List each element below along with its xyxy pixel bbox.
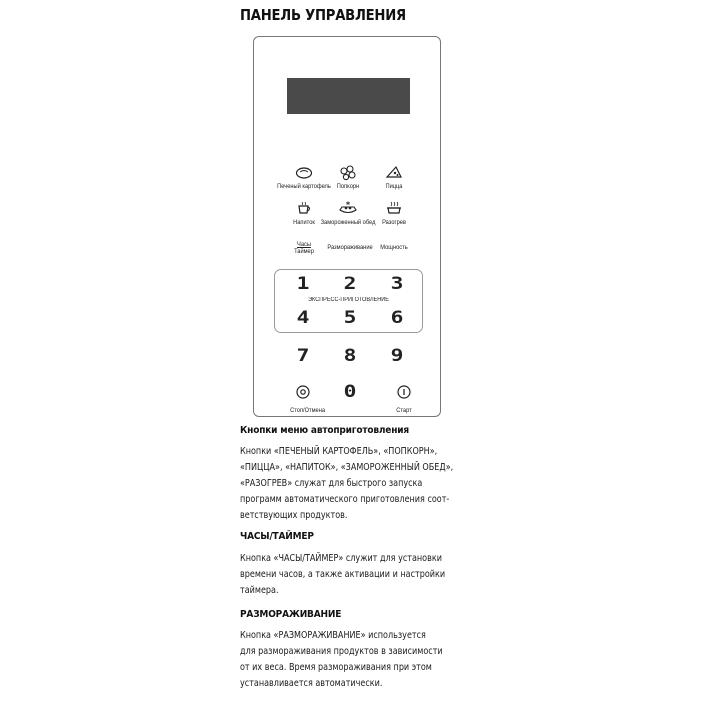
text-line: ветствующих продуктов.: [240, 510, 348, 521]
text-line: Кнопка «ЧАСЫ/ТАЙМЕР» служит для установки: [240, 553, 442, 564]
auto-menu-heading: Кнопки меню автоприготовления: [240, 425, 409, 436]
digit-6-button[interactable]: 6: [390, 308, 404, 328]
start-label: Старт: [396, 407, 412, 414]
lcd-display: [287, 78, 410, 114]
digit-5-button[interactable]: 5: [343, 308, 357, 328]
reheat-icon: [364, 201, 424, 217]
pizza-button[interactable]: [364, 165, 424, 190]
express-cooking-label: ЭКСПРЕСС-ПРИГОТОВЛЕНИЕ: [308, 297, 389, 303]
digit-9-button[interactable]: 9: [390, 346, 404, 366]
text-line: «РАЗОГРЕВ» служат для быстрого запуска: [240, 478, 423, 489]
pizza-label: Пицца: [385, 183, 403, 190]
page-title: ПАНЕЛЬ УПРАВЛЕНИЯ: [240, 6, 406, 24]
digit-0-button[interactable]: 0: [343, 382, 357, 402]
digit-3-button[interactable]: 3: [390, 274, 404, 294]
clock-label: Часы: [297, 241, 311, 248]
auto-menu-text: [240, 444, 462, 524]
clock-timer-text: [240, 551, 462, 599]
power-button[interactable]: [364, 244, 424, 251]
stop-cancel-label: Стоп/Отмена: [290, 407, 326, 414]
text-line: устанавливается автоматически.: [240, 678, 383, 689]
text-line: времени часов, а также активации и настройки: [240, 569, 446, 580]
baked-potato-label: Печеный картофель: [277, 183, 331, 190]
pizza-icon: [364, 165, 424, 181]
digit-2-button[interactable]: 2: [343, 274, 357, 294]
express-cooking-group: [274, 269, 423, 333]
start-icon: [397, 386, 411, 403]
digit-8-button[interactable]: 8: [343, 346, 357, 366]
frozen-meal-label: Замороженный обед: [320, 219, 376, 226]
text-line: программ автоматического приготовления соот-: [240, 494, 450, 505]
stop-cancel-button[interactable]: [289, 385, 326, 414]
text-line: от их веса. Время размораживания при этом: [240, 662, 432, 673]
reheat-button[interactable]: [364, 201, 424, 226]
defrost-text: [240, 628, 462, 692]
text-line: Кнопка «РАЗМОРАЖИВАНИЕ» используется: [240, 630, 426, 641]
text-line: Кнопки «ПЕЧЕНЫЙ КАРТОФЕЛЬ», «ПОПКОРН»,: [240, 446, 438, 457]
text-line: для размораживания продуктов в зависимости: [240, 646, 443, 657]
stop-icon: [296, 386, 310, 403]
digit-1-button[interactable]: 1: [296, 274, 310, 294]
clock-timer-heading: ЧАСЫ/ТАЙМЕР: [240, 531, 314, 542]
beverage-label: Напиток: [293, 219, 315, 226]
digit-4-button[interactable]: 4: [296, 308, 310, 328]
power-label: Мощность: [380, 244, 408, 251]
reheat-label: Разогрев: [382, 219, 406, 226]
text-line: таймера.: [240, 585, 279, 596]
digit-7-button[interactable]: 7: [296, 346, 310, 366]
defrost-heading: РАЗМОРАЖИВАНИЕ: [240, 609, 342, 620]
timer-label: Таймер: [294, 248, 314, 255]
text-line: «ПИЦЦА», «НАПИТОК», «ЗАМОРОЖЕННЫЙ ОБЕД»,: [240, 462, 454, 473]
start-button[interactable]: [390, 385, 418, 414]
control-panel: [253, 36, 441, 417]
defrost-label: Размораживание: [327, 244, 373, 251]
popcorn-label: Попкорн: [336, 183, 360, 190]
